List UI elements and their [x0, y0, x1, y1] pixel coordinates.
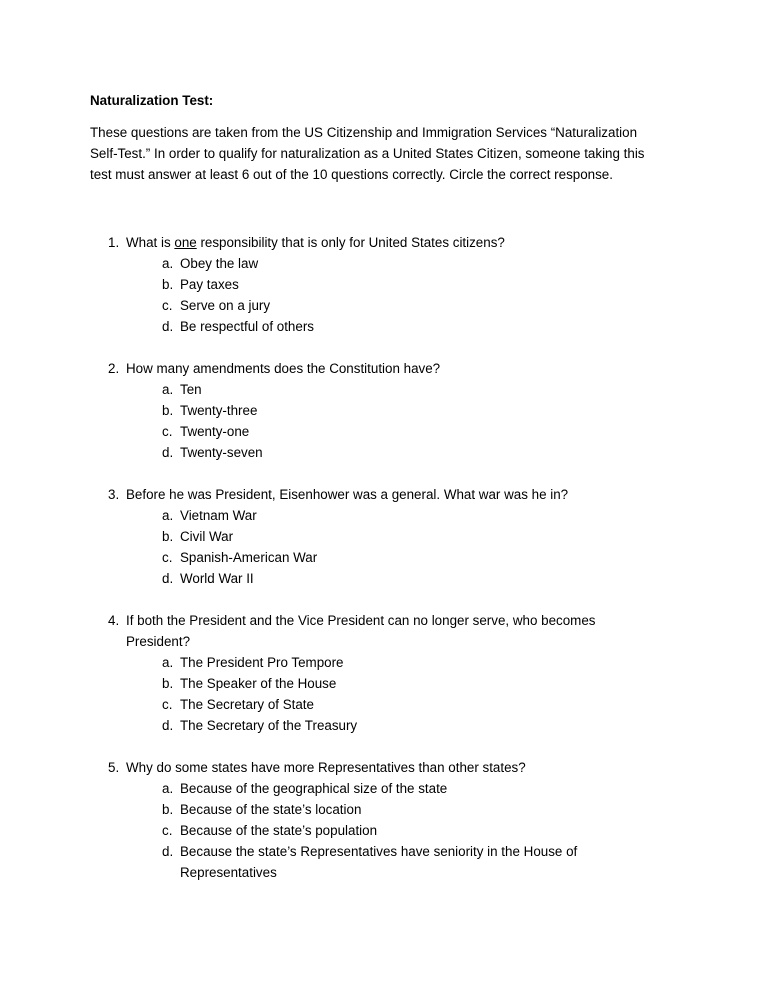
option-text: Be respectful of others: [180, 319, 314, 334]
option-letter: a.: [162, 655, 174, 670]
option-text: Serve on a jury: [180, 298, 271, 313]
option-letter: d.: [162, 445, 174, 460]
question-number: 1.: [108, 235, 120, 250]
question-text: Why do some states have more Representatives than other states?: [126, 760, 526, 775]
answer-option-b[interactable]: [90, 400, 690, 421]
option-text: The Secretary of the Treasury: [180, 718, 358, 733]
option-text: Because of the state’s location: [180, 802, 362, 817]
option-text: Twenty-one: [180, 424, 250, 439]
question-number: 5.: [108, 760, 120, 775]
answer-option-d[interactable]: [90, 715, 690, 736]
option-letter: d.: [162, 844, 174, 859]
answer-options: [90, 253, 690, 337]
answer-option-a[interactable]: [90, 652, 690, 673]
option-letter: c.: [162, 823, 173, 838]
answer-option-d[interactable]: [90, 442, 690, 463]
question-stem: [90, 232, 690, 253]
intro-line: Self-Test.” In order to qualify for naturalization as a United States Citizen, someone taking this: [90, 146, 645, 161]
option-text: Because of the state’s population: [180, 823, 378, 838]
document-title: Naturalization Test:: [90, 93, 214, 108]
option-letter: c.: [162, 298, 173, 313]
question-text: Before he was President, Eisenhower was a general. What war was he in?: [126, 487, 569, 502]
option-text: Spanish-American War: [180, 550, 318, 565]
answer-option-c[interactable]: [90, 820, 690, 841]
option-text: The President Pro Tempore: [180, 655, 344, 670]
question-1: [90, 232, 690, 337]
question-2: [90, 358, 690, 463]
intro-paragraph: [90, 122, 690, 185]
answer-option-b[interactable]: [90, 673, 690, 694]
answer-option-b[interactable]: [90, 799, 690, 820]
emphasized-word: one: [174, 235, 197, 250]
option-letter: d.: [162, 718, 174, 733]
intro-line: test must answer at least 6 out of the 10 questions correctly. Circle the correct response.: [90, 167, 613, 182]
option-letter: b.: [162, 676, 174, 691]
option-text: Obey the law: [180, 256, 259, 271]
question-number: 4.: [108, 613, 120, 628]
answer-option-c[interactable]: [90, 547, 690, 568]
option-letter: a.: [162, 382, 174, 397]
option-text: Because the state’s Representatives have seniority in the House of Representatives: [180, 844, 578, 880]
answer-option-a[interactable]: [90, 505, 690, 526]
answer-option-b[interactable]: [90, 526, 690, 547]
answer-options: [90, 652, 690, 736]
answer-options: [90, 379, 690, 463]
answer-options: [90, 778, 690, 883]
option-letter: b.: [162, 529, 174, 544]
option-text: Vietnam War: [180, 508, 257, 523]
option-letter: a.: [162, 508, 174, 523]
question-stem: [90, 358, 690, 379]
question-text-part: What is: [126, 235, 175, 250]
answer-option-b[interactable]: [90, 274, 690, 295]
option-text: Because of the geographical size of the state: [180, 781, 448, 796]
option-text: Pay taxes: [180, 277, 239, 292]
option-letter: b.: [162, 802, 174, 817]
option-letter: b.: [162, 403, 174, 418]
option-letter: c.: [162, 550, 173, 565]
intro-line: These questions are taken from the US Citizenship and Immigration Services “Naturalization: [90, 125, 638, 140]
question-stem: [90, 757, 690, 778]
option-letter: d.: [162, 319, 174, 334]
option-text: Twenty-three: [180, 403, 258, 418]
answer-option-a[interactable]: [90, 379, 690, 400]
answer-option-d[interactable]: [90, 841, 690, 883]
option-letter: d.: [162, 571, 174, 586]
option-letter: a.: [162, 781, 174, 796]
answer-option-a[interactable]: [90, 778, 690, 799]
answer-option-a[interactable]: [90, 253, 690, 274]
answer-option-c[interactable]: [90, 421, 690, 442]
question-text: How many amendments does the Constitution have?: [126, 361, 441, 376]
question-text: If both the President and the Vice President can no longer serve, who becomes President?: [126, 613, 596, 649]
option-text: Ten: [180, 382, 202, 397]
answer-option-c[interactable]: [90, 295, 690, 316]
question-4: [90, 610, 690, 736]
option-text: The Speaker of the House: [180, 676, 337, 691]
question-stem: [90, 484, 690, 505]
option-letter: b.: [162, 277, 174, 292]
question-text-part: responsibility that is only for United States citizens?: [196, 235, 505, 250]
option-letter: a.: [162, 256, 174, 271]
question-3: [90, 484, 690, 589]
answer-option-c[interactable]: [90, 694, 690, 715]
question-stem: [90, 610, 690, 652]
answer-option-d[interactable]: [90, 316, 690, 337]
answer-option-d[interactable]: [90, 568, 690, 589]
option-text: Twenty-seven: [180, 445, 263, 460]
option-letter: c.: [162, 697, 173, 712]
option-text: The Secretary of State: [180, 697, 314, 712]
answer-options: [90, 505, 690, 589]
question-number: 2.: [108, 361, 120, 376]
question-list: [90, 232, 690, 904]
question-number: 3.: [108, 487, 120, 502]
question-5: [90, 757, 690, 883]
option-text: World War II: [180, 571, 254, 586]
option-text: Civil War: [180, 529, 234, 544]
option-letter: c.: [162, 424, 173, 439]
question-text: [126, 232, 505, 253]
